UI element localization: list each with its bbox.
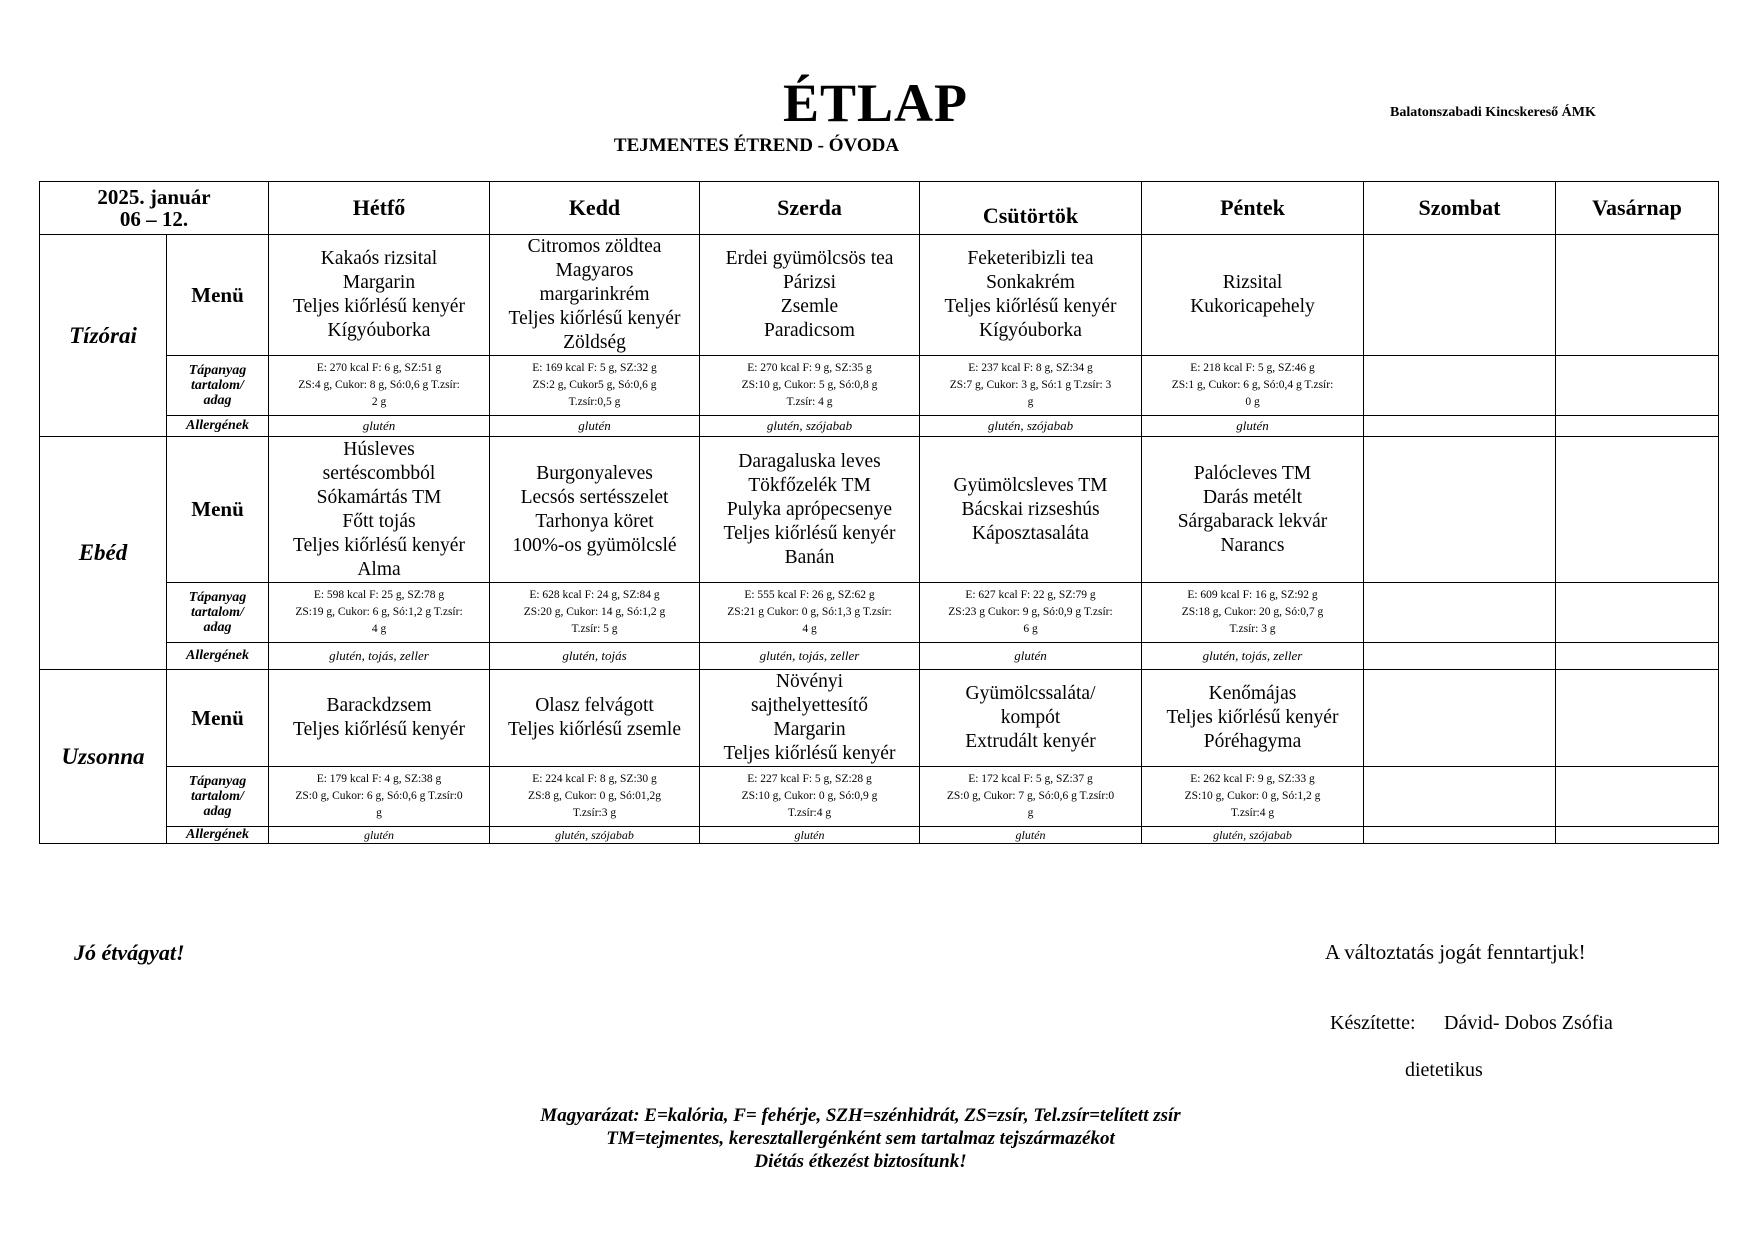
menu-cell-saturday xyxy=(1364,437,1556,583)
menu-item: Olasz felvágott xyxy=(535,695,654,716)
day-header-monday: Hétfő xyxy=(269,182,490,235)
weekly-menu-table xyxy=(39,181,1719,844)
meal-nutrient-row xyxy=(40,356,1719,416)
nutrient-line: E: 172 kcal F: 5 g, SZ:37 g xyxy=(968,773,1093,785)
day-header-sunday: Vasárnap xyxy=(1556,182,1719,235)
menu-cell-friday xyxy=(1142,235,1364,356)
nutrient-label-line: tartalom/ xyxy=(191,378,244,393)
nutrient-line: ZS:0 g, Cukor: 7 g, Só:0,6 g T.zsír:0 xyxy=(946,790,1115,802)
nutrient-label-line: adag xyxy=(203,393,232,408)
menu-item: Sárgabarack lekvár xyxy=(1177,510,1328,532)
menu-cell-tuesday xyxy=(490,437,700,583)
nutrient-line: E: 218 kcal F: 5 g, SZ:46 g xyxy=(1190,362,1315,374)
menu-cell-sunday xyxy=(1556,437,1719,583)
menu-item: Zöldség xyxy=(563,332,626,353)
nutrient-line: E: 270 kcal F: 6 g, SZ:51 g xyxy=(316,362,442,374)
nutrient-cell-friday xyxy=(1142,767,1364,827)
nutrient-cell-friday xyxy=(1142,583,1364,643)
nutrient-line: 4 g xyxy=(802,623,817,635)
menu-item: Teljes kiőrlésű zsemle xyxy=(508,719,681,740)
allergen-cell-friday: glutén xyxy=(1142,416,1364,437)
menu-item: Növényi xyxy=(775,671,844,692)
nutrient-line: E: 555 kcal F: 26 g, SZ:62 g xyxy=(744,589,875,601)
nutrient-line: E: 270 kcal F: 9 g, SZ:35 g xyxy=(747,362,872,374)
menu-row-label: Menü xyxy=(167,437,269,583)
nutrient-cell-saturday xyxy=(1364,356,1556,416)
allergen-cell-monday: glutén xyxy=(269,827,490,844)
nutrient-line: ZS:1 g, Cukor: 6 g, Só:0,4 g T.zsír: xyxy=(1171,379,1334,391)
allergen-cell-tuesday: glutén, tojás xyxy=(490,643,700,670)
day-header-wednesday: Szerda xyxy=(700,182,920,235)
menu-item: Teljes kiőrlésű kenyér xyxy=(944,296,1117,317)
nutrient-line: E: 262 kcal F: 9 g, SZ:33 g xyxy=(1190,773,1315,785)
nutrient-cell-friday xyxy=(1142,356,1364,416)
nutrient-cell-monday xyxy=(269,767,490,827)
menu-cell-monday xyxy=(269,437,490,583)
menu-item: Extrudált kenyér xyxy=(965,731,1096,752)
menu-item: Kenőmájas xyxy=(1208,683,1297,704)
nutrient-cell-sunday xyxy=(1556,583,1719,643)
nutrient-line: T.zsír:4 g xyxy=(787,807,832,819)
menu-item: Póréhagyma xyxy=(1203,731,1302,752)
allergen-cell-sunday xyxy=(1556,643,1719,670)
nutrient-label-line: adag xyxy=(203,620,232,635)
menu-item: Erdei gyümölcsös tea xyxy=(725,248,894,269)
explanation-line-1: Magyarázat: E=kalória, F= fehérje, SZH=szénhidrát, ZS=zsír, Tel.zsír=telített zsír xyxy=(540,1105,1181,1126)
menu-item: Teljes kiőrlésű kenyér xyxy=(508,308,681,329)
nutrient-line: E: 179 kcal F: 4 g, SZ:38 g xyxy=(316,773,442,785)
menu-item: Tökfőzelék TM xyxy=(748,474,871,496)
allergen-cell-wednesday: glutén, tojás, zeller xyxy=(700,643,920,670)
nutrient-cell-tuesday xyxy=(490,767,700,827)
nutrient-line: T.zsír: 4 g xyxy=(786,396,833,408)
meal-menu-row xyxy=(40,670,1719,767)
menu-cell-wednesday xyxy=(700,235,920,356)
allergen-cell-friday: glutén, tojás, zeller xyxy=(1142,643,1364,670)
allergen-cell-wednesday: glutén, szójabab xyxy=(700,416,920,437)
nutrient-line: 4 g xyxy=(371,623,387,635)
allergen-row-label: Allergének xyxy=(167,827,269,844)
nutrient-cell-wednesday xyxy=(700,583,920,643)
nutrient-row-label xyxy=(167,767,269,827)
allergen-cell-tuesday: glutén xyxy=(490,416,700,437)
nutrient-line: E: 227 kcal F: 5 g, SZ:28 g xyxy=(747,773,872,785)
nutrient-label-line: adag xyxy=(203,804,232,819)
nutrient-line: ZS:0 g, Cukor: 6 g, Só:0,6 g T.zsír:0 xyxy=(295,790,463,802)
day-header-saturday: Szombat xyxy=(1364,182,1556,235)
nutrient-line: T.zsír:0,5 g xyxy=(568,396,621,408)
menu-item: Margarin xyxy=(342,272,416,293)
menu-row-label: Menü xyxy=(167,235,269,356)
menu-item: sajthelyettesítő xyxy=(751,695,868,716)
nutrient-line: ZS:2 g, Cukor5 g, Só:0,6 g xyxy=(532,379,657,391)
greeting: Jó étvágyat! xyxy=(74,940,185,965)
menu-cell-saturday xyxy=(1364,670,1556,767)
nutrient-line: E: 609 kcal F: 16 g, SZ:92 g xyxy=(1187,589,1318,601)
menu-item: Tarhonya köret xyxy=(535,510,654,532)
meal-name: Ebéd xyxy=(40,437,167,670)
menu-item: Teljes kiőrlésű kenyér xyxy=(723,522,896,544)
menu-cell-monday xyxy=(269,670,490,767)
nutrient-cell-thursday xyxy=(920,583,1142,643)
menu-cell-monday xyxy=(269,235,490,356)
menu-item: Magyaros xyxy=(555,260,634,281)
nutrient-line: ZS:8 g, Cukor: 0 g, Só:01,2g xyxy=(528,790,661,802)
allergen-cell-saturday xyxy=(1364,416,1556,437)
meal-nutrient-row xyxy=(40,767,1719,827)
menu-cell-tuesday xyxy=(490,670,700,767)
nutrient-line: T.zsír: 3 g xyxy=(1229,623,1276,635)
nutrient-cell-wednesday xyxy=(700,767,920,827)
allergen-cell-tuesday: glutén, szójabab xyxy=(490,827,700,844)
nutrient-line: E: 627 kcal F: 22 g, SZ:79 g xyxy=(965,589,1096,601)
nutrient-label-line: Tápanyag xyxy=(188,774,247,789)
menu-item: Burgonyaleves xyxy=(536,462,653,484)
menu-cell-thursday xyxy=(920,235,1142,356)
nutrient-label-line: Tápanyag xyxy=(188,590,247,605)
nutrient-cell-wednesday xyxy=(700,356,920,416)
meal-allergen-row xyxy=(40,643,1719,670)
nutrient-cell-thursday xyxy=(920,767,1142,827)
menu-item: 100%-os gyümölcslé xyxy=(512,534,677,556)
menu-item: Barackdzsem xyxy=(326,695,432,716)
menu-item: Teljes kiőrlésű kenyér xyxy=(1166,707,1339,728)
menu-item: Sonkakrém xyxy=(986,272,1075,293)
menu-item: Kukoricapehely xyxy=(1190,296,1315,317)
nutrient-line: E: 628 kcal F: 24 g, SZ:84 g xyxy=(529,589,660,601)
menu-cell-friday xyxy=(1142,437,1364,583)
allergen-cell-sunday xyxy=(1556,416,1719,437)
allergen-cell-wednesday: glutén xyxy=(700,827,920,844)
nutrient-line: g xyxy=(1027,807,1034,819)
nutrient-line: ZS:10 g, Cukor: 5 g, Só:0,8 g xyxy=(741,379,878,391)
menu-item: Kakaós rizsital xyxy=(320,248,438,269)
menu-item: Teljes kiőrlésű kenyér xyxy=(293,719,465,740)
page-subtitle: TEJMENTES ÉTREND - ÓVODA xyxy=(613,135,900,156)
menu-item: Húsleves xyxy=(343,438,415,460)
allergen-cell-sunday xyxy=(1556,827,1719,844)
menu-cell-friday xyxy=(1142,670,1364,767)
menu-cell-tuesday xyxy=(490,235,700,356)
menu-item: Kígyóuborka xyxy=(979,320,1082,341)
menu-item: Margarin xyxy=(773,719,846,740)
nutrient-line: ZS:20 g, Cukor: 14 g, Só:1,2 g xyxy=(523,606,666,618)
nutrient-line: 6 g xyxy=(1023,623,1038,635)
nutrient-line: T.zsír: 5 g xyxy=(571,623,618,635)
nutrient-line: ZS:23 g Cukor: 9 g, Só:0,9 g T.zsír: xyxy=(948,606,1113,618)
menu-item: Citromos zöldtea xyxy=(527,236,662,257)
nutrient-line: ZS:7 g, Cukor: 3 g, Só:1 g T.zsír: 3 xyxy=(949,379,1112,391)
nutrient-cell-saturday xyxy=(1364,583,1556,643)
allergen-cell-saturday xyxy=(1364,643,1556,670)
nutrient-line: E: 598 kcal F: 25 g, SZ:78 g xyxy=(313,589,445,601)
date-range xyxy=(40,182,269,235)
prepared-by-label: Készítette: xyxy=(1330,1012,1416,1034)
nutrient-line: T.zsír:4 g xyxy=(1230,807,1275,819)
menu-item: sertéscombból xyxy=(322,462,436,484)
allergen-cell-thursday: glutén xyxy=(920,643,1142,670)
nutrient-cell-thursday xyxy=(920,356,1142,416)
menu-item: Főtt tojás xyxy=(342,510,416,532)
menu-cell-wednesday xyxy=(700,670,920,767)
menu-item: Palócleves TM xyxy=(1193,462,1312,484)
meal-menu-row xyxy=(40,437,1719,583)
menu-cell-saturday xyxy=(1364,235,1556,356)
day-header-friday: Péntek xyxy=(1142,182,1364,235)
nutrient-line: ZS:21 g Cukor: 0 g, Só:1,3 g T.zsír: xyxy=(727,606,892,618)
nutrient-cell-sunday xyxy=(1556,767,1719,827)
organization-name: Balatonszabadi Kincskereső ÁMK xyxy=(1390,105,1596,120)
allergen-row-label: Allergének xyxy=(167,416,269,437)
menu-item: Teljes kiőrlésű kenyér xyxy=(293,534,465,556)
menu-item: margarinkrém xyxy=(539,284,650,305)
menu-item: kompót xyxy=(1000,707,1061,728)
menu-item: Gyümölcssaláta/ xyxy=(965,683,1096,704)
nutrient-label-line: tartalom/ xyxy=(191,605,244,620)
date-line-2: 06 – 12. xyxy=(119,207,189,231)
nutrient-line: ZS:4 g, Cukor: 8 g, Só:0,6 g T.zsír: xyxy=(298,379,460,391)
day-header-tuesday: Kedd xyxy=(490,182,700,235)
meal-allergen-row xyxy=(40,416,1719,437)
allergen-row-label: Allergének xyxy=(167,643,269,670)
menu-item: Feketeribizli tea xyxy=(967,248,1094,269)
nutrient-line: E: 224 kcal F: 8 g, SZ:30 g xyxy=(532,773,657,785)
meal-allergen-row xyxy=(40,827,1719,844)
nutrient-line: 0 g xyxy=(1245,396,1260,408)
explanation-line-3: Diétás étkezést biztosítunk! xyxy=(754,1151,967,1172)
nutrient-cell-tuesday xyxy=(490,356,700,416)
menu-item: Daragaluska leves xyxy=(738,450,881,472)
allergen-cell-saturday xyxy=(1364,827,1556,844)
menu-item: Darás metélt xyxy=(1202,486,1303,508)
menu-cell-thursday xyxy=(920,437,1142,583)
menu-item: Narancs xyxy=(1220,534,1285,556)
menu-row-label: Menü xyxy=(167,670,269,767)
allergen-cell-monday: glutén, tojás, zeller xyxy=(269,643,490,670)
nutrient-row-label xyxy=(167,583,269,643)
nutrient-cell-monday xyxy=(269,583,490,643)
menu-item: Paradicsom xyxy=(764,320,855,341)
header-row xyxy=(40,182,1719,235)
nutrient-line: g xyxy=(1027,396,1034,408)
nutrient-line: T.zsír:3 g xyxy=(572,807,617,819)
menu-item: Zsemle xyxy=(780,296,839,317)
nutrient-cell-tuesday xyxy=(490,583,700,643)
menu-item: Rizsital xyxy=(1222,272,1283,293)
menu-item: Pulyka aprópecsenye xyxy=(726,498,893,520)
nutrient-row-label xyxy=(167,356,269,416)
menu-cell-sunday xyxy=(1556,235,1719,356)
nutrient-line: ZS:18 g, Cukor: 20 g, Só:0,7 g xyxy=(1181,606,1324,618)
menu-item: Alma xyxy=(357,558,401,580)
disclaimer: A változtatás jogát fenntartjuk! xyxy=(1325,940,1586,964)
nutrient-line: g xyxy=(376,807,382,819)
meal-menu-row xyxy=(40,235,1719,356)
allergen-cell-monday: glutén xyxy=(269,416,490,437)
menu-item: Lecsós sertésszelet xyxy=(520,486,669,508)
nutrient-line: 2 g xyxy=(371,396,387,408)
nutrient-cell-sunday xyxy=(1556,356,1719,416)
day-header-thursday: Csütörtök xyxy=(920,182,1142,235)
menu-item: Kígyóuborka xyxy=(327,320,431,341)
page-title: ÉTLAP xyxy=(782,73,969,133)
menu-item: Gyümölcsleves TM xyxy=(953,474,1108,496)
nutrient-line: ZS:10 g, Cukor: 0 g, Só:1,2 g xyxy=(1184,790,1321,802)
menu-item: Sókamártás TM xyxy=(316,486,442,508)
nutrient-line: ZS:10 g, Cukor: 0 g, Só:0,9 g xyxy=(741,790,878,802)
nutrient-cell-saturday xyxy=(1364,767,1556,827)
menu-cell-thursday xyxy=(920,670,1142,767)
menu-cell-sunday xyxy=(1556,670,1719,767)
meal-name: Uzsonna xyxy=(40,670,167,844)
nutrient-label-line: tartalom/ xyxy=(191,789,244,804)
menu-item: Teljes kiőrlésű kenyér xyxy=(723,743,896,764)
nutrient-label-line: Tápanyag xyxy=(188,363,247,378)
menu-item: Bácskai rizseshús xyxy=(961,498,1100,520)
menu-cell-wednesday xyxy=(700,437,920,583)
menu-item: Teljes kiőrlésű kenyér xyxy=(293,296,465,317)
menu-item: Párizsi xyxy=(782,272,837,293)
meal-nutrient-row xyxy=(40,583,1719,643)
meal-name: Tízórai xyxy=(40,235,167,437)
menu-item: Banán xyxy=(784,546,835,568)
allergen-cell-friday: glutén, szójabab xyxy=(1142,827,1364,844)
nutrient-line: ZS:19 g, Cukor: 6 g, Só:1,2 g T.zsír: xyxy=(295,606,463,618)
menu-item: Káposztasaláta xyxy=(972,522,1089,544)
nutrient-line: E: 237 kcal F: 8 g, SZ:34 g xyxy=(968,362,1093,374)
explanation-line-2: TM=tejmentes, keresztallergénként sem tartalmaz tejszármazékot xyxy=(606,1128,1115,1149)
allergen-cell-thursday: glutén xyxy=(920,827,1142,844)
prepared-by-name: Dávid- Dobos Zsófia xyxy=(1444,1012,1613,1034)
nutrient-line: E: 169 kcal F: 5 g, SZ:32 g xyxy=(532,362,657,374)
nutrient-cell-monday xyxy=(269,356,490,416)
date-line-1: 2025. január xyxy=(97,185,211,209)
allergen-cell-thursday: glutén, szójabab xyxy=(920,416,1142,437)
preparer-role: dietetikus xyxy=(1405,1059,1483,1081)
